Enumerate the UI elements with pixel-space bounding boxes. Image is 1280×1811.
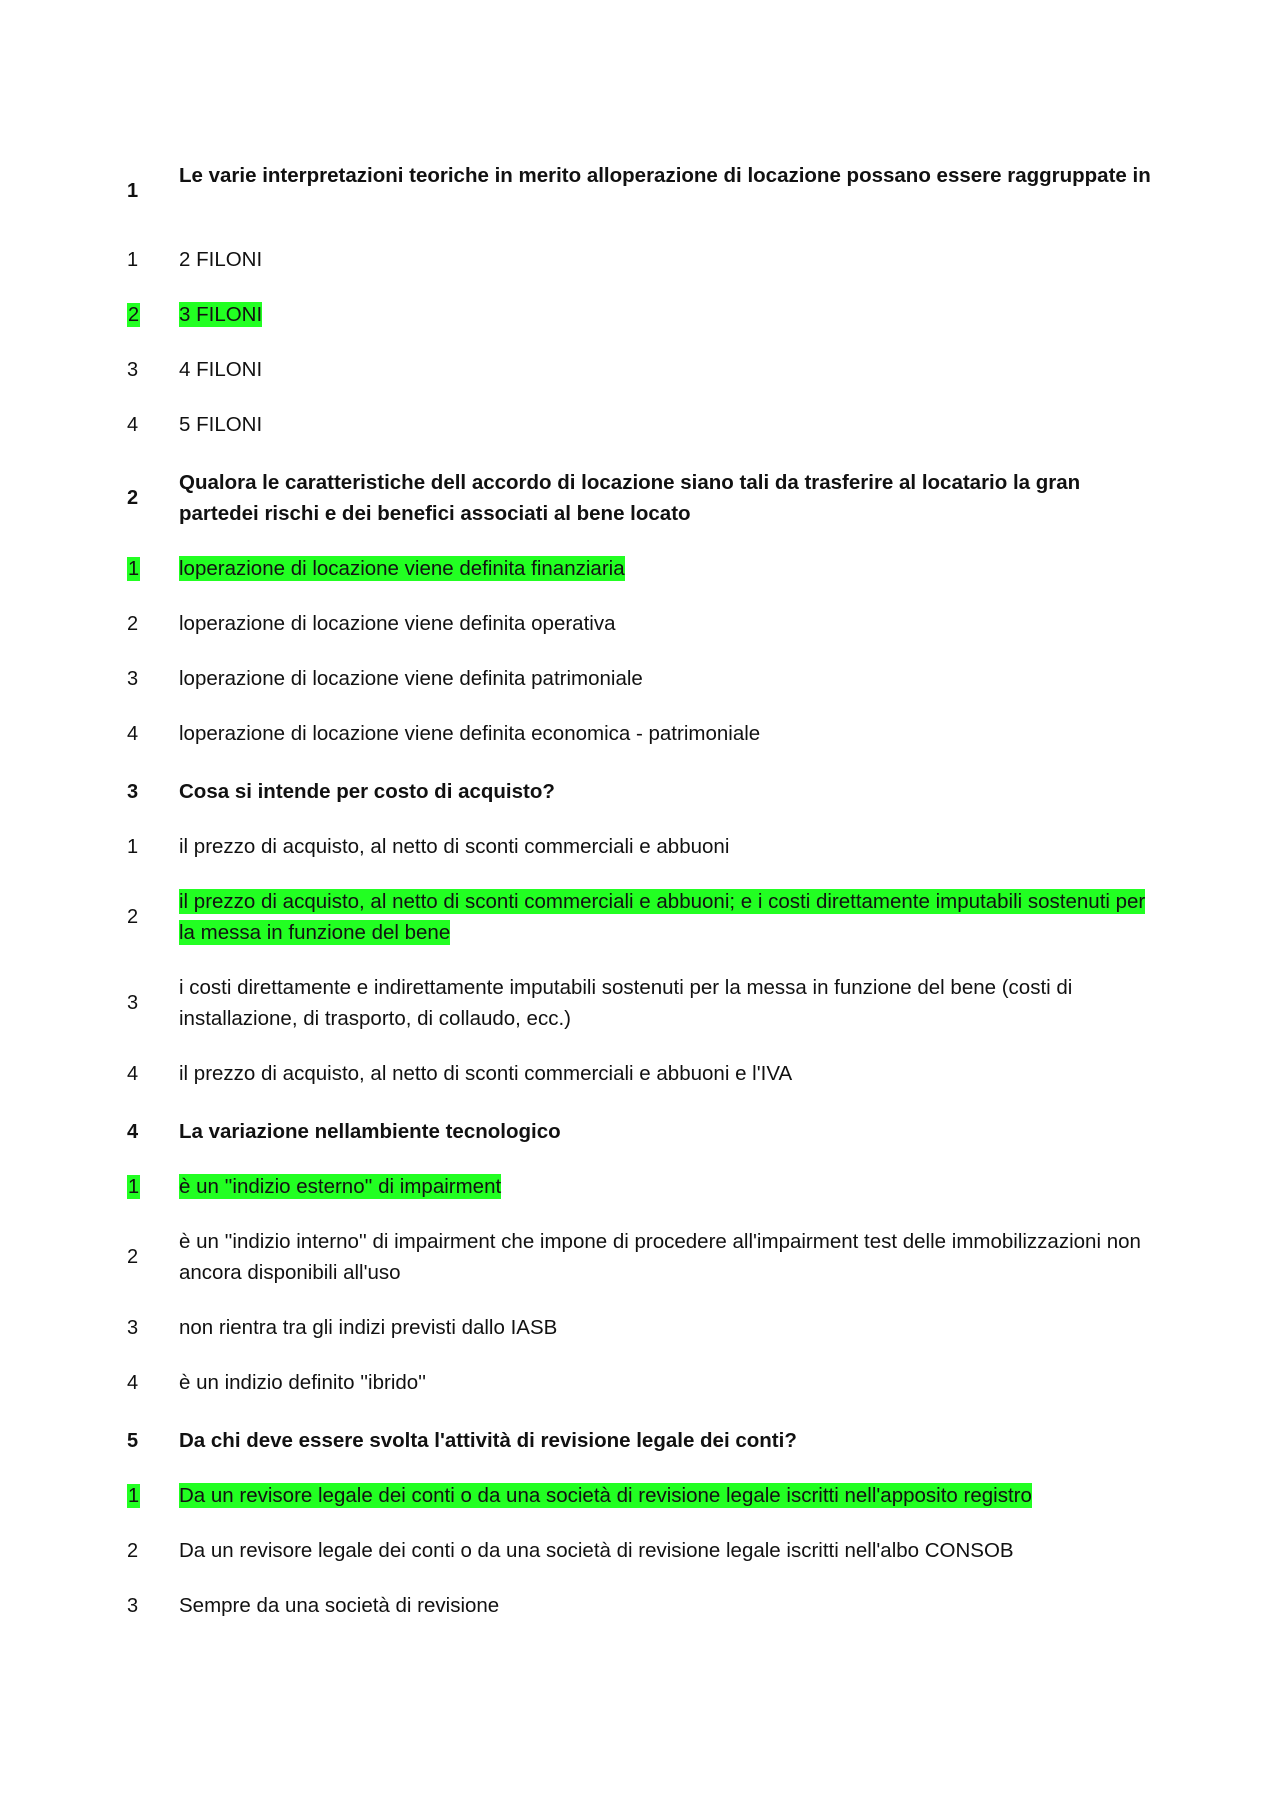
answer-label: 5 FILONI	[179, 413, 263, 436]
question-text: Qualora le caratteristiche dell accordo di locazione siano tali da trasferire al locatario la gran partedei rischi e dei benefici associati al bene locato	[179, 471, 1081, 525]
question-4	[0, 1116, 1280, 1147]
correct-number-highlight: 2	[128, 304, 140, 326]
answer-label: Sempre da una società di revisione	[179, 1594, 500, 1617]
answer-number	[127, 1482, 143, 1510]
correct-number-highlight: 1	[128, 1176, 140, 1198]
answer-text	[179, 718, 1159, 749]
answer-label: 4 FILONI	[179, 358, 263, 381]
question-number: 5	[127, 1430, 139, 1452]
answer-label: loperazione di locazione viene definita operativa	[179, 612, 616, 635]
answer-number: 1	[127, 249, 139, 271]
answer-number: 4	[127, 414, 139, 436]
answer-number: 3	[127, 359, 139, 381]
answer-text	[179, 663, 1159, 694]
answer-row	[0, 663, 1280, 694]
answer-label: i costi direttamente e indirettamente imputabili sostenuti per la messa in funzione del bene (costi di installazione, di trasporto, di collaudo, ecc.)	[179, 976, 1073, 1030]
answer-number	[127, 1173, 143, 1201]
answer-row	[0, 1535, 1280, 1566]
answer-row	[0, 1058, 1280, 1089]
answer-text	[179, 1312, 1159, 1343]
answer-number: 4	[127, 1372, 139, 1394]
answer-row-correct	[0, 1171, 1280, 1202]
answer-label: il prezzo di acquisto, al netto di sconti commerciali e abbuoni	[179, 835, 730, 858]
answer-number	[127, 555, 143, 583]
answer-text	[179, 1058, 1159, 1089]
question-number: 4	[127, 1121, 139, 1143]
question-number: 2	[127, 487, 139, 509]
answer-text	[179, 1480, 1159, 1511]
answer-row	[0, 244, 1280, 275]
answer-label: è un ''indizio interno'' di impairment che impone di procedere all'impairment test delle immobilizzazioni non ancora disponibili all'uso	[179, 1230, 1141, 1284]
answer-row	[0, 409, 1280, 440]
correct-answer-highlight: è un ''indizio esterno'' di impairment	[179, 1175, 502, 1198]
question-1	[0, 160, 1280, 222]
answer-text	[179, 299, 1159, 330]
answer-number: 3	[127, 668, 139, 690]
answer-row-correct	[0, 886, 1280, 948]
answer-number: 3	[127, 1595, 139, 1617]
question-3	[0, 776, 1280, 807]
answer-text	[179, 831, 1159, 862]
answer-label: è un indizio definito ''ibrido''	[179, 1371, 427, 1394]
question-text: Le varie interpretazioni teoriche in merito alloperazione di locazione possano essere raggruppate in	[179, 164, 1151, 187]
answer-label: il prezzo di acquisto, al netto di sconti commerciali e abbuoni e l'IVA	[179, 1062, 793, 1085]
answer-number: 3	[127, 992, 139, 1014]
answer-text	[179, 553, 1159, 584]
answer-text	[179, 608, 1159, 639]
answer-number: 2	[127, 906, 139, 928]
answer-text	[179, 354, 1159, 385]
answer-row	[0, 1226, 1280, 1288]
answer-number: 2	[127, 1540, 139, 1562]
question-2	[0, 467, 1280, 529]
correct-answer-highlight: Da un revisore legale dei conti o da una società di revisione legale iscritti nell'apposito registro	[179, 1484, 1032, 1507]
answer-number: 2	[127, 1246, 139, 1268]
answer-row	[0, 354, 1280, 385]
answer-label: 2 FILONI	[179, 248, 263, 271]
answer-text	[179, 972, 1159, 1034]
question-number: 1	[127, 180, 139, 202]
answer-row-correct	[0, 1480, 1280, 1511]
answer-row	[0, 1312, 1280, 1343]
answer-label: non rientra tra gli indizi previsti dallo IASB	[179, 1316, 558, 1339]
question-5	[0, 1425, 1280, 1456]
answer-number: 3	[127, 1317, 139, 1339]
answer-number: 1	[127, 836, 139, 858]
answer-number: 4	[127, 1063, 139, 1085]
question-text: La variazione nellambiente tecnologico	[179, 1120, 561, 1143]
answer-text	[179, 1590, 1159, 1621]
answer-label: loperazione di locazione viene definita economica - patrimoniale	[179, 722, 761, 745]
correct-answer-highlight: loperazione di locazione viene definita finanziaria	[179, 557, 625, 580]
answer-row-correct	[0, 299, 1280, 330]
answer-row	[0, 608, 1280, 639]
answer-number	[127, 301, 143, 329]
answer-text	[179, 1171, 1159, 1202]
answer-text	[179, 886, 1159, 948]
answer-text	[179, 1226, 1159, 1288]
answer-row	[0, 1590, 1280, 1621]
answer-row	[0, 972, 1280, 1034]
answer-row	[0, 831, 1280, 862]
correct-answer-highlight: il prezzo di acquisto, al netto di sconti commerciali e abbuoni; e i costi direttamente imputabili sostenuti per la messa in funzione del bene	[179, 890, 1146, 944]
question-text: Da chi deve essere svolta l'attività di revisione legale dei conti?	[179, 1429, 797, 1452]
answer-row	[0, 718, 1280, 749]
answer-label: Da un revisore legale dei conti o da una società di revisione legale iscritti nell'albo CONSOB	[179, 1539, 1014, 1562]
answer-row-correct	[0, 553, 1280, 584]
question-text: Cosa si intende per costo di acquisto?	[179, 780, 555, 803]
answer-text	[179, 1367, 1159, 1398]
answer-text	[179, 409, 1159, 440]
answer-text	[179, 1535, 1159, 1566]
answer-number: 4	[127, 723, 139, 745]
question-number: 3	[127, 781, 139, 803]
answer-row	[0, 1367, 1280, 1398]
answer-number: 2	[127, 613, 139, 635]
correct-number-highlight: 1	[128, 558, 140, 580]
answer-label: loperazione di locazione viene definita patrimoniale	[179, 667, 643, 690]
correct-answer-highlight: 3 FILONI	[179, 303, 263, 326]
correct-number-highlight: 1	[128, 1485, 140, 1507]
answer-text	[179, 244, 1159, 275]
